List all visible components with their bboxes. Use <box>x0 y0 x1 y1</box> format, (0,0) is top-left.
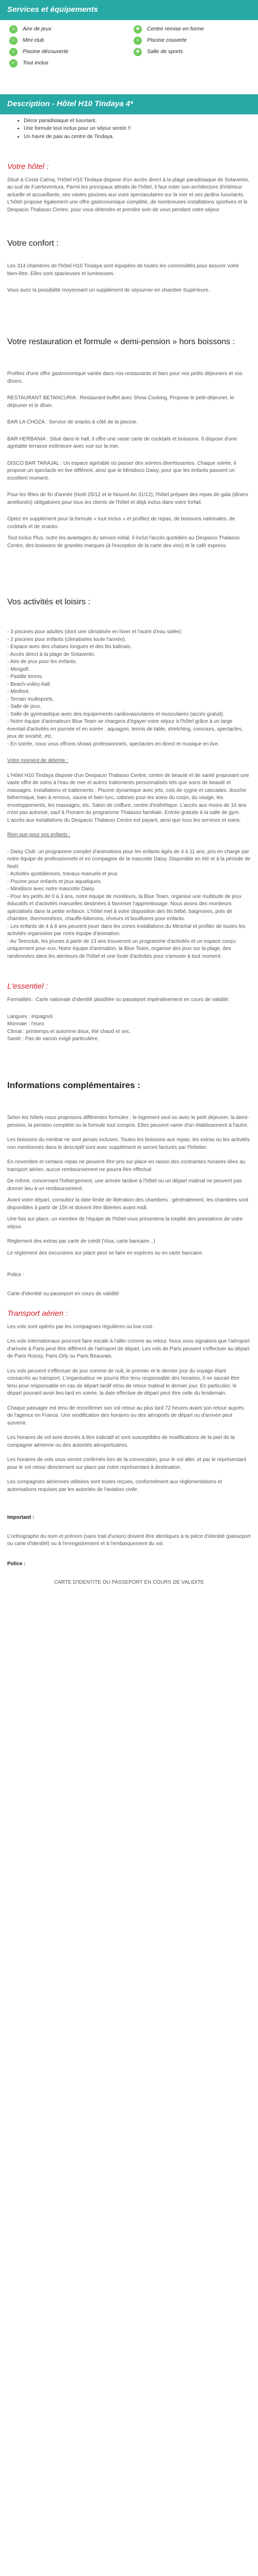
important-label: Important : <box>7 1515 35 1521</box>
hotel-text: Situé à Costa Calma, l'Hôtel H10 Tindaya dispose d'un accès direct à la plage paradisiaque de Sotavento, au sud de Fuerteventura. Parmi les principaux attraits de l'hôtel, il faut noter son architecture d'intérieur actuelle et accueillante, ses vastes piscines aux vues spectaculaires sur la mer et ses jardins luxuriants. L'hôtel propose également une offre gastronomique complète, de nombreuses installations sportives et le Despacio Thalasso Centre, pour vous détendre et prendre soin de vous pendant votre séjour. <box>7 177 250 213</box>
formalities-text: Formalités : Carte nationale d'identité plastifiée ou passeport impérativement en cours de validité. <box>7 997 230 1003</box>
activity-line: - 3 piscines pour adultes (dont une climatisée en hiver et l'autre d'eau salée). <box>7 629 183 635</box>
kids-line: - Minidisco avec notre mascotte Daisy. <box>7 886 95 892</box>
transport-text: Les vols sont opérés par les compagnies régulières ou low cost. <box>7 1324 154 1330</box>
service-item-miniclub <box>9 37 134 45</box>
activity-line: - Aire de jeux pour les enfants. <box>7 659 77 665</box>
comfort-text-2: Vous avez la possibilité moyennant un supplément de séjourner en chambre Supérieure. <box>7 287 210 294</box>
hotel-heading: Votre hôtel : <box>7 162 49 171</box>
restaurant-text: Optez en supplément pour la formule « tout inclus » et profitez de repas, de boissons nationales, de cocktails et de snacks. <box>7 516 235 530</box>
restaurant-text: DISCO BAR TARAJAL : Un espace agréable où passer des soirées divertissantes. Chaque soirée, il propose un spectacle en live différent, ainsi que le Minidisco Daisy, pour que les enfants passent un excellent moment. <box>7 460 236 481</box>
restaurant-text: Profitez d'une offre gastronomique variée dans nos restaurants et bars pour vos petits déjeuners et vos dîners. <box>7 371 243 384</box>
kids-line: - Piscine pour enfants et jeux aquatiques. <box>7 878 102 885</box>
activities-section <box>0 596 258 960</box>
activity-line: - Salle de gymnastique avec des équipements cardiovasculaires et musculaires (accès gratuit). <box>7 711 224 717</box>
service-item-outdoor-pool <box>9 48 134 56</box>
service-label: Tout inclus <box>23 60 49 66</box>
complementary-text: Les boissons du minibar ne sont jamais incluses. Toutes les boissons aux repas, les extras ou les activités non mentionnés dans le descriptif sont avec supplément et seront facturés par l'hôtelier. <box>7 1137 250 1150</box>
kids-line: - Au Teenclub, les jeunes à partir de 13 ans trouveront un programme d'activités et un espace conçu uniquement pour eux. Notre équipe d'animation, la Blue Team, organise des jeux sur la plage, des randonnées dans les alentours de l'hôtel et une foule d'activités pour s'amuser à tout moment. <box>7 938 236 959</box>
activity-line: - Minigolf. <box>7 666 30 672</box>
complementary-text: Le règlement des excursions sur place peut se faire en espèces ou en carte bancaire. <box>7 1250 203 1256</box>
transport-heading: Transport aérien : <box>7 1309 68 1318</box>
restaurant-section <box>0 336 258 550</box>
complementary-text: Avant votre départ, consultez la date limite de libération des chambres : généralement, les chambres sont disponibles à partir de 15h et doivent être libérées avant midi. <box>7 1197 249 1211</box>
kids-line: - Daisy Club: un programme complet d'animations pour les enfants âgés de 4 à 11 ans, pris en charge par notre équipe de professionnels et en compagnie de la mascotte Daisy. Disponible en été et à la période de Noël. <box>7 849 251 870</box>
complementary-text: Une fois sur place, un membre de l'équipe de l'hôtel vous présentera la totalité des prestations de votre séjour. <box>7 1216 243 1230</box>
essentials-line: Climat : printemps et automne doux, été chaud et sec. <box>7 1028 131 1035</box>
essentials-list <box>7 1013 251 1043</box>
bullet-item: • Décor paradisiaque et luxuriant. <box>24 117 248 125</box>
restaurant-text: Pour les fêtes de fin d'année (Noël 25/12 et le Nouvel An 31/12), l'hôtel prépare des repas de gala (dîners amélionés) obligatoires pour tous les clients de l'hôtel et déjà inclus dans votre forfait. <box>7 492 248 505</box>
restaurant-text: Tout inclus Plus, outre les avantages du service initial, il inclut l'accès quotidien au Despacio Thalasso Centre, des boissons de grandes marques (à l'exception de la carte des vins) et le café express. <box>7 535 240 549</box>
services-title: Services et équipements <box>0 0 258 20</box>
complementary-text: Selon les hôtels nous proposons différentes formules : le logement seul ou avec le petit déjeuner, la demi-pension, la pension complète ou la formule tout compris. Elles peuvent varier d'un établissement à l'autre. <box>7 1115 249 1128</box>
service-label: Centre remise en forme <box>147 26 204 32</box>
bullet-item: • Une formule tout inclus pour un séjour serein !! <box>24 125 248 133</box>
restaurant-text: BAR HERBANIA : Situé dans le hall, il offre une vaste carte de cocktails et boissons. Il dispose d'une agréable terrasse extérieure avec vue sur la mer. <box>7 436 237 450</box>
spa-text: L'Hôtel H10 Tindaya dispose d'un Despacio Thalasso Centre, centre de beauté et de santé proposant une vaste offre de soins à l'eau de mer et autres traitements personnalisés tels que soins de beauté et massages. Installations et traitements : Piscine dynamique avec jets, cols de cygne et cascades, douche bithermique, bain à remous, sauna et bain turc, cabines pour les soins du corps, du visage, les enveloppements, les massages, etc. Salon de coiffure, centre d'esthétique. L'accès aux moins de 16 ans n'est pas autorisé, sauf à l'horaire du programme Thalasso familiale. Entrée gratuite à la salle de gym. L'accès aux installations du Despacio Thalasso Centre est payant, ainsi que tous les services et soins. <box>7 772 249 823</box>
important-text: L'orthographe du nom et prénom (sans trait d'union) doivent être identiques à la pièce d'identité (passeport ou carte d'identité) ou à l'enregistrement et à l'embarquement du vol. <box>7 1533 251 1547</box>
fitness-icon: ✚ <box>134 25 142 33</box>
gym-icon: ✚ <box>134 48 142 56</box>
activity-line: - Minifoot. <box>7 689 30 695</box>
description-title: Description - Hôtel H10 Tindaya 4* <box>0 94 258 114</box>
kids-line: - Activités quotidiennes, travaux manuels et jeux. <box>7 871 119 877</box>
transport-text: Chaque passager est tenu de reconfirmer son vol retour au plus tard 72 heures avant son retour auprès de l'agence en France. Une modification des horaires ou des aéroports de départ ou d'arrivée peut survenir. <box>7 1405 244 1426</box>
essentials-line: Santé : Pas de vaccin exigé particulière. <box>7 1036 99 1042</box>
service-label: Salle de sports <box>147 48 183 55</box>
police-label: Police : <box>7 1561 26 1567</box>
restaurant-text: BAR LA CHOZA : Service de snacks à côté de la piscine. <box>7 419 138 426</box>
footer-text: CARTE D'IDENTITE OU PASSEPORT EN COURS DE VALIDITE <box>54 1580 204 1586</box>
activity-line: - Accès direct à la plage de Sotavento. <box>7 651 95 657</box>
kids-line: - Les enfants de 4 à 8 ans peuvent jouer dans les zones installations du Minichal et profiter de toutes les activités organisées par notre équipe d'animation. <box>7 923 246 937</box>
complementary-section <box>0 1079 258 1298</box>
complementary-text: De même, concernant l'hébergement, une arrivée tardive à l'hôtel ou un départ matinal ne peuvent pas donner lieu à un remboursement. <box>7 1178 242 1192</box>
activity-line: - 2 piscines pour enfants (climatisées toute l'année). <box>7 636 126 642</box>
bullet-item: • Un havre de paix au centre de Tindaya. <box>24 133 248 141</box>
transport-text: Les horaires de vol sont donnés à titre indicatif et sont susceptibles de modifications de la part de la compagnie aérienne ou des autorités aéroportuaires. <box>7 1435 235 1448</box>
activity-line: - Paddle tennis. <box>7 674 43 680</box>
hotel-section <box>0 161 258 214</box>
comfort-section <box>0 238 258 295</box>
activities-heading: Vos activités et loisirs : <box>7 598 90 607</box>
kids-list <box>7 849 251 961</box>
activities-list <box>7 629 251 748</box>
complementary-text: En novembre et certains repas ne peuvent être pris sur place en raison des contraintes horaires liées au transport aérien, aucun remboursement ne pourra être effectué. <box>7 1159 246 1173</box>
activity-line: - Beach-volley-ball. <box>7 681 52 687</box>
activity-line: - Terrain multisports. <box>7 696 54 702</box>
complementary-heading: Informations complémentaires : <box>7 1080 140 1090</box>
check-icon: ✓ <box>9 59 18 67</box>
restaurant-text: RESTAURANT BETANCURIA : Restaurant-buffet avec Show Cooking. Propose le petit-déjeuner, le déjeuner et le dîner. <box>7 395 234 409</box>
pool-icon: ≈ <box>9 48 18 56</box>
description-bullets <box>0 117 258 141</box>
complementary-text: Règlement des extras par carte de crédit (Visa, carte bancaire...) <box>7 1239 155 1245</box>
activity-line: - En soirée, nous vous offrons shows professionnels, spectacles en direct et musique en live. <box>7 741 220 747</box>
miniclub-icon: ☆ <box>9 37 18 45</box>
transport-section <box>0 1308 258 1587</box>
transport-text: Les vols peuvent s'effectuer de jour comme de nuit, le premier et le dernier jour du voyage étant consacrés au transport. L'organisateur ne pourra être tenu responsable des horaires, il ne saurait être tenu pour responsable en cas de départ tardif et/ou de retour matinal le dernier jour. En particulier, le départ pouvant avoir lieu tard en soirée, la date effective de départ peut être celle du lendemain. <box>7 1368 239 1397</box>
police-label: Police : <box>7 1272 24 1278</box>
spa-title: Votre moment de détente : <box>7 758 68 764</box>
comfort-text: Les 314 chambres de l'hôtel H10 Tindaya sont équipées de toutes les commodités pour assurer votre bien-être. Elles sont spacieuses et lumineuses. <box>7 263 239 277</box>
essentials-line: Langues : espagnol. <box>7 1013 54 1020</box>
services-list <box>0 20 258 74</box>
service-item-all-inclusive <box>9 59 134 67</box>
activity-line: - Salle de jeux. <box>7 704 42 710</box>
comfort-heading: Votre confort : <box>7 239 59 248</box>
service-label: Aire de jeux <box>23 26 52 32</box>
service-label: Piscine découverte <box>23 48 69 55</box>
service-label: Mini club <box>23 37 44 44</box>
police-text: Carte d'identité ou passeport en cours de validité <box>7 1291 119 1297</box>
kids-title: Rien que pour vos enfants : <box>7 832 71 838</box>
service-label: Piscine couverte <box>147 37 187 44</box>
restaurant-heading: Votre restauration et formule « demi-pension » hors boissons : <box>7 337 235 346</box>
service-item-fitness <box>134 25 258 33</box>
service-item-playground <box>9 25 134 33</box>
pool-icon: ≈ <box>134 37 142 45</box>
activity-line: - Espace avec des chaises longues et des lits balinais. <box>7 644 132 650</box>
essentials-line: Monnaie : l'euro. <box>7 1021 45 1027</box>
transport-text: Les compagnies aériennes utilisées sont toutes reçues, conformément aux réglementations et autorisations requises par les autorités de l'aviation civile. <box>7 1479 222 1493</box>
activity-line: - Notre équipe d'animateurs Blue Team se chargera d'égayer votre séjour à l'hôtel grâce à un large éventail d'activités en journée et en soirée : aquagym, tennis de table, stretching, concours, spectacles, jeux de société, etc. <box>7 719 243 740</box>
essentials-heading: L'essentiel : <box>7 982 48 991</box>
service-item-gym <box>134 48 258 56</box>
kids-line: - Pour les petits de 0 à 3 ans, notre équipe de moniteurs, la Blue Team, organise une multitude de jeux éducatifs et d'activités manuelles destinées à favoriser l'apprentissage. Nous avons des moniteurs spécialisés dans la petite enfance. L'hôtel met à votre disposition des lits bébé, baignoires, pots de chambre, thermomètres, chauffe-biberons, réveurs et bouilloires pour enfants. <box>7 893 241 922</box>
transport-text: Les vols internationaux pourront faire escale à l'aller comme au retour. Nous vous signalons que l'aéroport d'arrivée à Paris peut être différent de l'aéroport de départ. Les vols de Paris peuvent s'effectuer au départ de Paris Roissy, Paris Orly ou Paris Beauvais. <box>7 1338 250 1360</box>
transport-text: Les horaires de vols vous seront confirmés lors de la convocation, pour le vol aller, et par le représentant pour le vol retour directement sur place par notre représentant à destination. <box>7 1457 247 1470</box>
service-item-indoor-pool <box>134 37 258 45</box>
essentials-section <box>0 981 258 1043</box>
playground-icon: ☺ <box>9 25 18 33</box>
